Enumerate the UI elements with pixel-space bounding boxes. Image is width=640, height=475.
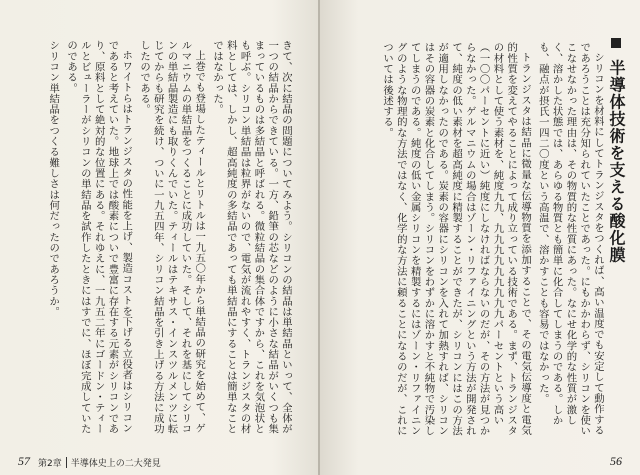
left-paragraph-4: シリコン単結晶をつくる難しさは何だったのであろうか。	[47, 40, 60, 317]
section-heading-text: 半導体技術を支える酸化膜	[607, 59, 626, 264]
right-page-body	[328, 42, 604, 437]
running-header	[38, 456, 161, 469]
right-page	[320, 0, 640, 475]
right-paragraph-1: シリコンを材料にしてトランジスタをつくれば、高い温度でも安定して動作するであろうことは充分知られていたことであった。にもかかわらず、シリコンを使いこなせなかった理由は、その物質的な性質にあった。なにせ化学的な性質が激しく、溶かした状態では、あらゆる物質とも簡単に化合してしまうのである。しかも、融点が摂氏一四二〇度という高温で、溶かすことも容易ではなかった。	[536, 42, 604, 437]
running-divider	[66, 457, 67, 468]
running-title: 半導体史上の二大発見	[70, 459, 161, 469]
section-heading	[605, 38, 628, 264]
left-paragraph-2: 上巻でも登場したティールとリトルは一九五〇年から単結晶の研究を始めて、ゲルマニウムの単結晶をつくることに成功していた。そして、それを基にしてシリコンの単結晶製造にも取りくんでいた。ティールはテキサス・インスツルメンツに転じてからも研究を続け、ついに一九五四年、シリコン結晶を引き上げる方法に成功したのである。	[138, 40, 206, 435]
right-paragraph-2: トランジスタは結晶に微量な伝導物質を添加することで、その電気伝導度と電気的性質を変えてやることによって成り立っている技術である。まず、トランジスタの材料として使う素材を、純度九九、九九九九九九九九九パーセントという高い（一〇〇パーセントに近い）純度にしなければならないのだが、その方法が見つからなかった。ゲルマニウムの場合はゾーン・リファイニングという方法が開発されて、純度の低い素材を超高純度に精製することができたが、シリコンにはこの方法が適用しなかったのである。炭素の容器にシリコンを入れて加熱すれば、シリコンはその容器の炭素と化合してしまう。シリコンをわずかに溶かすと不純物で汚染してしまうのである。純度の低い金属シリコンを精製するにはゾーン・リファイニングのような物理的な方法ではなく、化学的な方法に頼ることになるのだが、これについては後述する。	[381, 42, 532, 437]
page-number-right: 56	[610, 454, 622, 468]
running-chapter: 第2章	[38, 459, 62, 469]
page-number-left: 57	[18, 454, 30, 468]
left-page-body	[20, 40, 292, 435]
left-paragraph-1: きて、次に結晶の問題についてみよう。シリコンの結晶は単結晶といって、全体が一つの結晶からできている。一方、鉛筆の芯などのように小さな結晶がいくつも集まっているものは多結晶と呼ばれる。微粒結晶の集合体ですから、これを気泡状とも呼ぶ。シリコン単結晶は粒界がないので、電気が流れやすく、トランジスタの材料としては、しかし、超高純度の多結晶であっても単結晶にすることは簡単なことではなかった。	[211, 40, 292, 435]
left-paragraph-3: ホワイトらはトランジスタの性能を上げ、製造コストを下げる立役者はシリコンであると考えていた。地球上では酸素についで豊富に存在する元素がシリコンであり、原料として絶対的な位置にある。それゆえに、一九五二年にゴードン・ティールとビューラーがシリコンの単結晶を試作したときにはすでに、ほぼ完成していたのである。	[65, 40, 133, 435]
heading-square-icon	[611, 38, 621, 48]
